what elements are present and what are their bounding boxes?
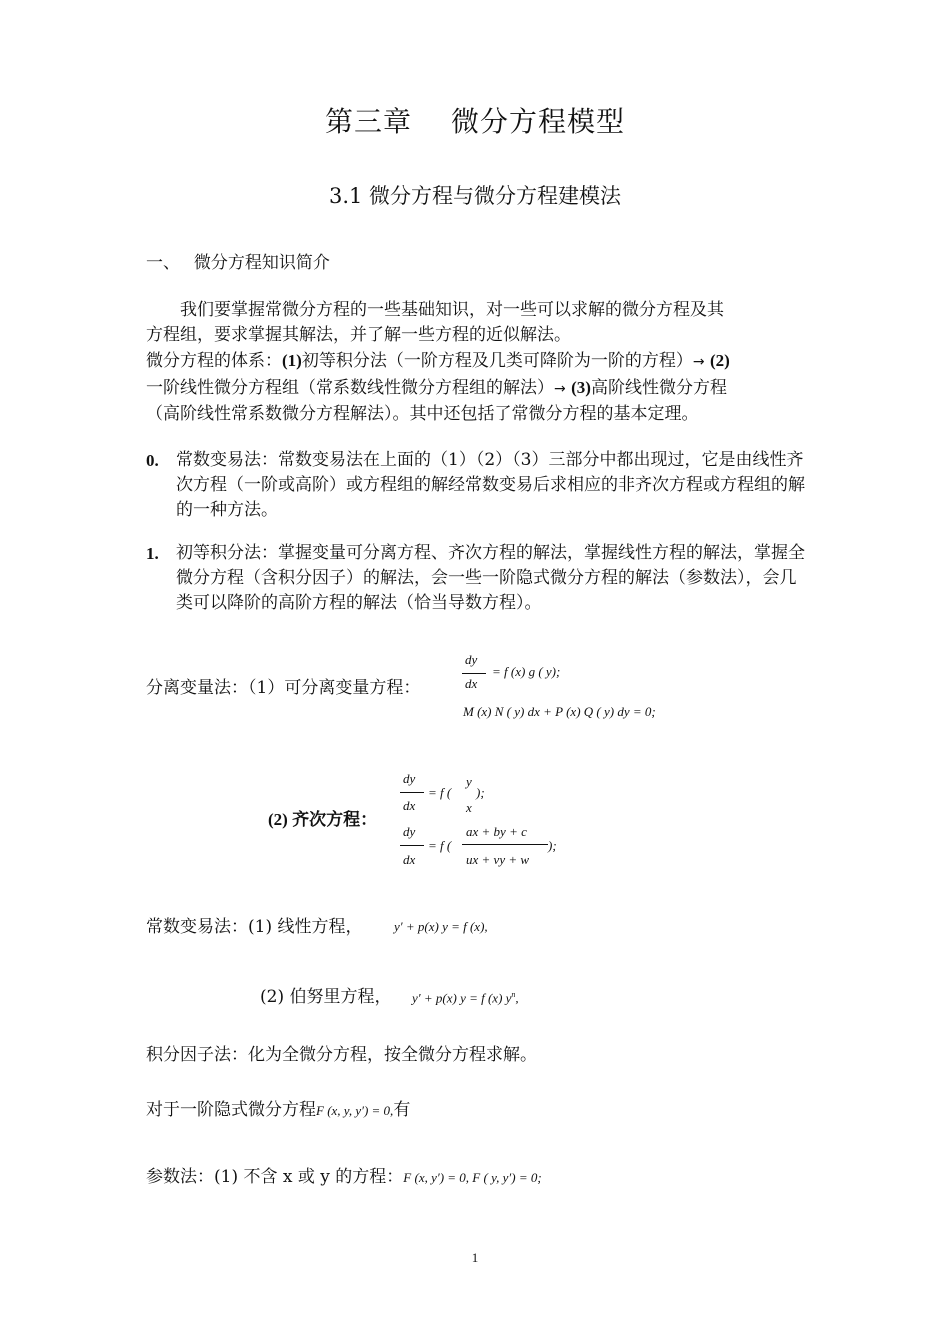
section-title: 3.1 微分方程与微分方程建模法: [328, 184, 622, 208]
fraction-numerator: dy: [403, 771, 416, 786]
homogeneous-a-mid: = f (: [428, 785, 452, 800]
homogeneous-label: (2) 齐次方程：: [268, 810, 378, 829]
system-num-1: (1): [282, 351, 302, 370]
list-item-1: [146, 541, 810, 616]
homogeneous-a-end: );: [476, 785, 485, 800]
parameter-equation: F (x, y′) = 0, F ( y, y′) = 0;: [403, 1170, 542, 1185]
fraction-bar: [400, 792, 424, 793]
fraction-bar: [462, 673, 486, 674]
fraction-denominator: dx: [465, 676, 478, 691]
homogeneous-a-inner-num: y: [466, 774, 472, 789]
homogeneous-b-inner-den: ux + vy + w: [466, 852, 530, 867]
fraction-bar: [462, 844, 548, 845]
bernoulli-equation: y′ + p(x) y = f (x) $y^n$,: [412, 990, 519, 1006]
parameter-line: 参数法：(1) 不含 x 或 y 的方程：F (x, y′) = 0, F ( y, y′) = 0;: [146, 1167, 542, 1187]
separable-label: 分离变量法：（1）可分离变量方程：: [146, 678, 421, 698]
variation-label-1: 常数变易法：(1) 线性方程，: [146, 917, 363, 937]
system-text-2: 一阶线性微分方程组（常系数线性微分方程组的解法）: [146, 378, 554, 398]
fraction-bar: [400, 845, 424, 846]
homogeneous-b-end: );: [548, 838, 557, 853]
variation-label-2: (2) 伯努里方程，: [260, 987, 392, 1007]
list-item-0: [146, 448, 810, 523]
system-line-2: [146, 375, 810, 402]
subsection-heading: 一、 微分方程知识简介: [146, 253, 330, 273]
homogeneous-a-inner-den: x: [466, 800, 472, 815]
chapter-title: 第三章 微分方程模型: [325, 105, 625, 138]
linear-equation: y′ + p(x) y = f (x),: [394, 919, 488, 934]
separable-eq2: M (x) N ( y) dx + P (x) Q ( y) dy = 0;: [463, 704, 656, 719]
system-prefix: 微分方程的体系：: [146, 351, 282, 371]
fraction-denominator: dx: [403, 798, 416, 813]
arrow-icon: →: [554, 381, 566, 397]
system-text-3: 高阶线性微分方程: [590, 378, 727, 398]
system-num-2: (2): [709, 351, 730, 370]
system-text-1: 初等积分法（一阶方程及几类可降阶为一阶的方程）: [301, 351, 693, 371]
intro-line-2: 方程组，要求掌握其解法，并了解一些方程的近似解法。: [146, 325, 571, 345]
arrow-icon: →: [692, 354, 705, 370]
implicit-equation: F (x, y, y′) = 0,: [316, 1103, 394, 1118]
fraction-numerator: dy: [465, 652, 478, 667]
item-text: 常数变易法：常数变易法在上面的（1）（2）（3）三部分中都出现过，它是由线性齐次方程（一阶或高阶）或方程组的解经常数变易后求相应的非齐次方程或方程组的解的一种方法。: [176, 450, 805, 520]
intro-line-1: 我们要掌握常微分方程的一些基础知识，对一些可以求解的微分方程及其: [180, 300, 724, 320]
system-num-3: (3): [571, 378, 591, 397]
homogeneous-b-inner-num: ax + by + c: [466, 824, 527, 839]
implicit-line: 对于一阶隐式微分方程F (x, y, y′) = 0,有: [146, 1100, 411, 1120]
separable-eq1-rhs: = f (x) g ( y);: [492, 664, 561, 679]
item-text: 初等积分法：掌握变量可分离方程、齐次方程的解法，掌握线性方程的解法，掌握全微分方程（含积分因子）的解法，会一些一阶隐式微分方程的解法（参数法），会几类可以降阶的高阶方程的解法（恰当导数方程）。: [176, 543, 805, 613]
page-number: 1: [471, 1250, 479, 1265]
fraction-numerator: dy: [403, 824, 416, 839]
item-number: 0.: [146, 451, 159, 470]
intro-paragraph: [146, 298, 810, 427]
integrating-factor-line: 积分因子法：化为全微分方程，按全微分方程求解。: [146, 1045, 537, 1065]
fraction-denominator: dx: [403, 852, 416, 867]
homogeneous-b-mid: = f (: [428, 838, 452, 853]
item-number: 1.: [146, 544, 159, 563]
system-line-3: （高阶线性常系数微分方程解法）。其中还包括了常微分方程的基本定理。: [146, 404, 699, 424]
system-line-1: [146, 348, 810, 375]
